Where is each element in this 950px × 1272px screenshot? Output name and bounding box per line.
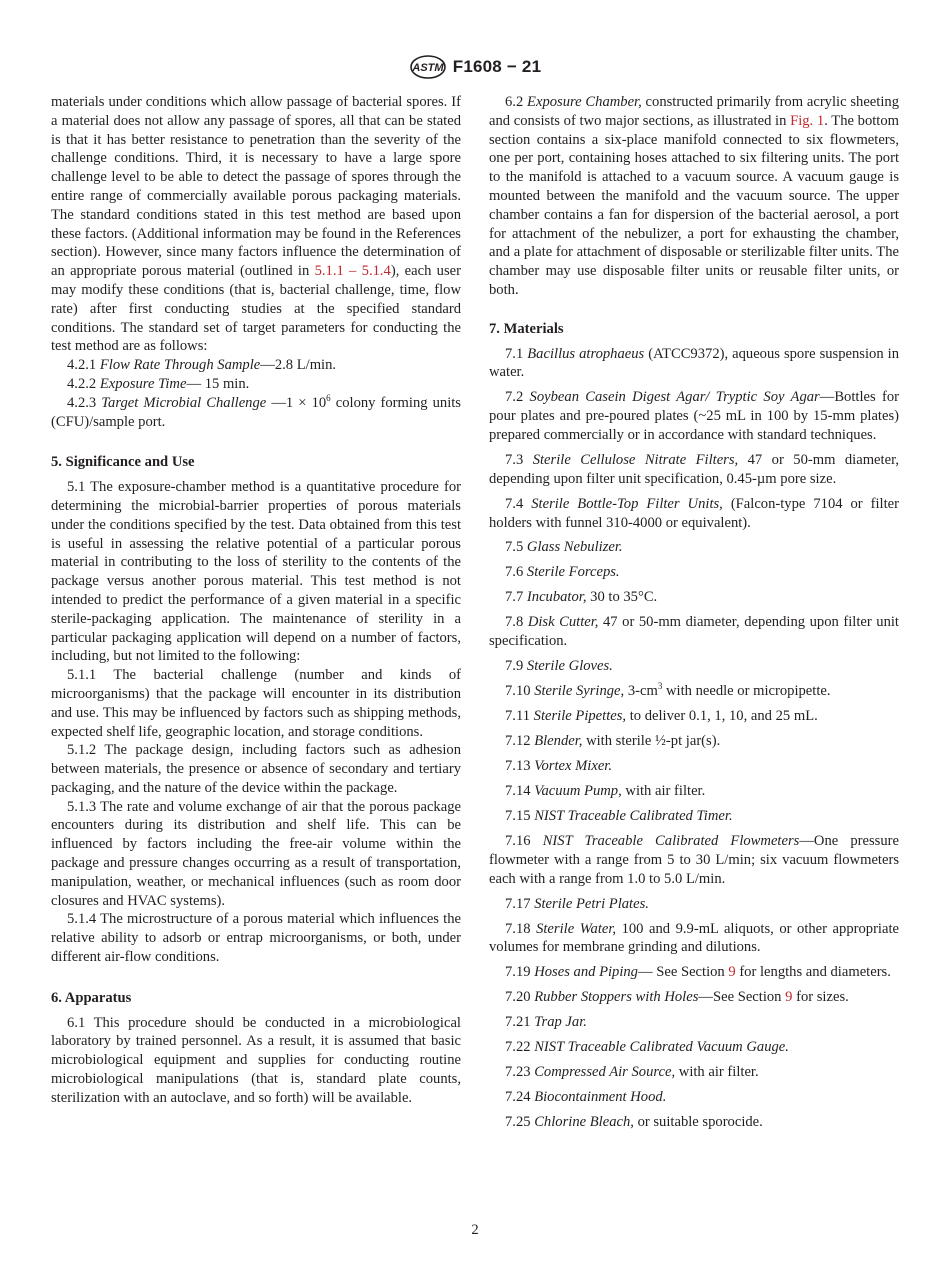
- item-number: 7.11: [505, 708, 530, 725]
- item-title: Sterile Petri Plates.: [534, 895, 649, 912]
- item-text: (Falcon-type 7104 or filter holders with funnel 310-4000 or equivalent).: [489, 495, 899, 531]
- astm-logo-icon: [409, 55, 447, 79]
- item-title: Glass Nebulizer.: [526, 539, 623, 556]
- material-item: [489, 538, 899, 557]
- param-4-2-2: 4.2.2 Exposure Time— 15 min.: [67, 375, 250, 392]
- item-number: 7.24: [505, 1089, 531, 1106]
- material-item: [489, 807, 899, 826]
- material-item: [489, 757, 899, 776]
- material-item: [489, 1063, 899, 1082]
- item-number: 7.10: [505, 683, 531, 700]
- item-title: Sterile Bottle-Top Filter Units,: [531, 495, 723, 512]
- item-text: to deliver 0.1, 1, 10, and 25 mL.: [626, 708, 818, 725]
- material-item: [489, 657, 899, 676]
- material-item: [489, 563, 899, 582]
- item-title: NIST Traceable Calibrated Timer.: [534, 808, 733, 825]
- material-item: [489, 588, 899, 607]
- item-title: Sterile Water,: [536, 920, 617, 937]
- item-text: —Bottles for pour plates and pre-poured plates (~25 mL in 100 by 15-mm plates) prepared commercially or in accordance with standard techniques.: [489, 389, 899, 443]
- material-item: [489, 1038, 899, 1057]
- section-link[interactable]: 9: [728, 964, 736, 981]
- item-title: Incubator,: [526, 589, 587, 606]
- material-item: [489, 495, 899, 533]
- item-number: 7.8: [505, 614, 524, 631]
- item-text: 47 or 50-mm diameter, depending upon filter unit specification.: [489, 614, 899, 650]
- item-text: — See Section: [637, 964, 729, 981]
- item-number: 7.1: [505, 345, 524, 362]
- item-title: Compressed Air Source,: [534, 1064, 676, 1081]
- paragraph-6-2: 6.2 Exposure Chamber, constructed primarily from acrylic sheeting and consists of two major sections, as illustrated in Fig. 1. The bottom section contains a six-place manifold connected to six flowmeters, one per port, containing hoses attached to six filtering units. The port to the manifold is attached to a vacuum source. A vacuum gauge is mounted between the manifold and the vacuum source. The upper chamber contains a fan for dispersion of the bacterial aerosol, a port for attachment of the nebulizer, a port for exhausting the chamber, and a plate for attachment of disposable or sterilizable filter units. The chamber may use disposable filter units or reusable filter units, or both.: [489, 94, 900, 298]
- param-4-2-3: 4.2.3 Target Microbial Challenge —1 × $10^6$ colony forming units (CFU)/sample port.: [51, 392, 461, 430]
- item-title: Hoses and Piping: [534, 964, 638, 981]
- item-number: 7.14: [505, 783, 531, 800]
- item-number: 7.9: [505, 658, 524, 675]
- material-item: [489, 345, 899, 383]
- material-item: [489, 963, 899, 982]
- section-heading-5: 5. Significance and Use: [51, 454, 195, 471]
- paragraph-6-1: 6.1 This procedure should be conducted in a microbiological laboratory by trained personnel. As a result, it is assumed that basic microbiological equipment and supplies for conducting routine microbiological manipulations (that is, standard plate counts, sterilization with an autoclave, and so forth) will be available.: [51, 1014, 461, 1106]
- item-number: 7.18: [505, 920, 531, 937]
- material-item: [489, 1113, 899, 1132]
- item-title: Sterile Pipettes,: [533, 708, 627, 725]
- section-link[interactable]: 9: [785, 989, 793, 1006]
- intro-paragraph: materials under conditions which allow passage of bacterial spores. If a material does not allow any passage of spores, all that can be stated is that it has better resistance to penetration than the severity of the challenge conditions. Third, it is necessary to have a large spore challenge level to be able to detect the passage of spores through the entire range of commercially available porous packaging materials. The standard conditions stated in this test method are based upon these factors. (Additional information may be found in the References section). However, since many factors influence the determination of an appropriate porous material (outlined in 5.1.1 – 5.1.4), each user may modify these conditions (that is, bacterial challenge, time, flow rate) after first conducting studies at the specified standard conditions. The standard set of target parameters for conducting the test method are as follows:: [51, 94, 461, 355]
- item-title: Sterile Cellulose Nitrate Filters,: [532, 451, 739, 468]
- item-text: 47 or 50-mm diameter, depending upon filter unit specification, 0.45-µm pore size.: [489, 451, 899, 487]
- page-header: [0, 55, 950, 79]
- paragraph-5-1: 5.1 The exposure-chamber method is a quantitative procedure for determining the microbial-barrier properties of porous materials under the conditions specified by the test. Data obtained from this test is useful in assessing the relative potential of a particular porous material in contributing to the loss of sterility to the contents of the package versus another porous material. This test method is not intended to predict the performance of a given material in a specific sterile-packaging application. The maintenance of sterility in a particular packaging application will depend on a number of factors, including, but not limited to the following:: [51, 479, 461, 665]
- material-item: [489, 682, 899, 701]
- figure-link[interactable]: Fig. 1: [790, 112, 825, 129]
- item-number: 7.17: [505, 895, 531, 912]
- item-title: Vacuum Pump,: [534, 783, 622, 800]
- material-item: [489, 782, 899, 801]
- left-column: [51, 93, 461, 1108]
- item-title: Vortex Mixer.: [534, 758, 613, 775]
- material-item: [489, 613, 899, 651]
- param-4-2-1: 4.2.1 Flow Rate Through Sample—2.8 L/min.: [67, 357, 337, 374]
- item-title: Trap Jar.: [534, 1014, 587, 1031]
- item-number: 7.2: [505, 389, 524, 406]
- material-item: [489, 832, 899, 888]
- item-title: Biocontainment Hood.: [534, 1089, 667, 1106]
- item-number: 7.21: [505, 1014, 531, 1031]
- material-item: [489, 1013, 899, 1032]
- material-item: [489, 451, 899, 489]
- item-text: for sizes.: [792, 989, 849, 1006]
- section-link[interactable]: 5.1.1 – 5.1.4: [314, 263, 391, 280]
- item-text: with sterile ½-pt jar(s).: [582, 733, 721, 750]
- paragraph-5-1-4: 5.1.4 The microstructure of a porous material which influences the relative ability to adsorb or entrap microorganisms, or both, under different air-flow conditions.: [51, 911, 461, 966]
- item-number: 7.6: [505, 564, 524, 581]
- item-text: —See Section: [698, 989, 786, 1006]
- item-title: Rubber Stoppers with Holes: [534, 989, 699, 1006]
- item-text: —One pressure flowmeter with a range from 5 to 30 L/min; six vacuum flowmeters each with a range from 1.0 to 5.0 L/min.: [489, 833, 899, 887]
- item-number: 7.4: [505, 495, 524, 512]
- item-title: Disk Cutter,: [527, 614, 599, 631]
- materials-list: [489, 345, 899, 1133]
- item-text: or suitable sporocide.: [633, 1114, 763, 1131]
- item-text: with air filter.: [621, 783, 706, 800]
- section-heading-6: 6. Apparatus: [51, 989, 132, 1006]
- item-number: 7.15: [505, 808, 531, 825]
- item-number: 7.22: [505, 1039, 531, 1056]
- material-item: [489, 988, 899, 1007]
- material-item: [489, 1088, 899, 1107]
- page-number: 2: [471, 1222, 479, 1238]
- item-title: Sterile Syringe,: [534, 683, 625, 700]
- material-item: [489, 388, 899, 444]
- item-superscript: 3: [657, 681, 663, 692]
- item-text: (ATCC9372), aqueous spore suspension in water.: [489, 345, 899, 381]
- item-text: 3-cm: [624, 683, 658, 700]
- material-item: [489, 895, 899, 914]
- item-title: Sterile Forceps.: [526, 564, 620, 581]
- item-number: 7.23: [505, 1064, 531, 1081]
- paragraph-5-1-3: 5.1.3 The rate and volume exchange of air that the porous package encounters during its distribution and shelf life. This can be influenced by factors including the free-air volume within the package and pressure changes occurring as a result of transportation, manipulation, weather, or mechanical influences (such as room door closures and HVAC systems).: [51, 798, 461, 909]
- item-title: NIST Traceable Calibrated Flowmeters: [542, 833, 800, 850]
- svg-text:ASTM: ASTM: [412, 62, 444, 74]
- item-number: 7.12: [505, 733, 531, 750]
- section-heading-7: 7. Materials: [489, 320, 564, 337]
- item-title: Sterile Gloves.: [526, 658, 613, 675]
- item-title: Soybean Casein Digest Agar/ Tryptic Soy Agar: [529, 389, 820, 406]
- item-title: Chlorine Bleach,: [534, 1114, 634, 1131]
- standard-designation: F1608 − 21: [452, 57, 542, 76]
- item-text: 30 to 35°C.: [586, 589, 658, 606]
- right-column: [489, 93, 899, 1132]
- item-number: 7.20: [505, 989, 531, 1006]
- item-text: with air filter.: [675, 1064, 759, 1081]
- item-title: Bacillus atrophaeus: [527, 345, 645, 362]
- item-number: 7.7: [505, 589, 524, 606]
- item-number: 7.13: [505, 758, 531, 775]
- material-item: [489, 707, 899, 726]
- item-number: 7.5: [505, 539, 524, 556]
- item-number: 7.3: [505, 451, 524, 468]
- item-text: with needle or micropipette.: [662, 683, 831, 700]
- item-text: 100 and 9.9-mL aliquots, or other appropriate volumes for membrane grinding and dilutions.: [489, 920, 899, 956]
- item-number: 7.16: [505, 833, 531, 850]
- paragraph-5-1-1: 5.1.1 The bacterial challenge (number and kinds of microorganisms) that the package will encounter in its distribution and use. This may be influenced by factors such as shipping methods, expected shelf life, geographic location, and storage conditions.: [51, 667, 461, 740]
- material-item: [489, 732, 899, 751]
- material-item: [489, 920, 899, 958]
- item-number: 7.25: [505, 1114, 531, 1131]
- item-title: Blender,: [534, 733, 583, 750]
- item-title: NIST Traceable Calibrated Vacuum Gauge.: [534, 1039, 789, 1056]
- item-text: for lengths and diameters.: [735, 964, 891, 981]
- paragraph-5-1-2: 5.1.2 The package design, including factors such as adhesion between materials, the presence or absence of secondary and tertiary packaging, and the nature of the device within the package.: [51, 742, 461, 796]
- item-number: 7.19: [505, 964, 531, 981]
